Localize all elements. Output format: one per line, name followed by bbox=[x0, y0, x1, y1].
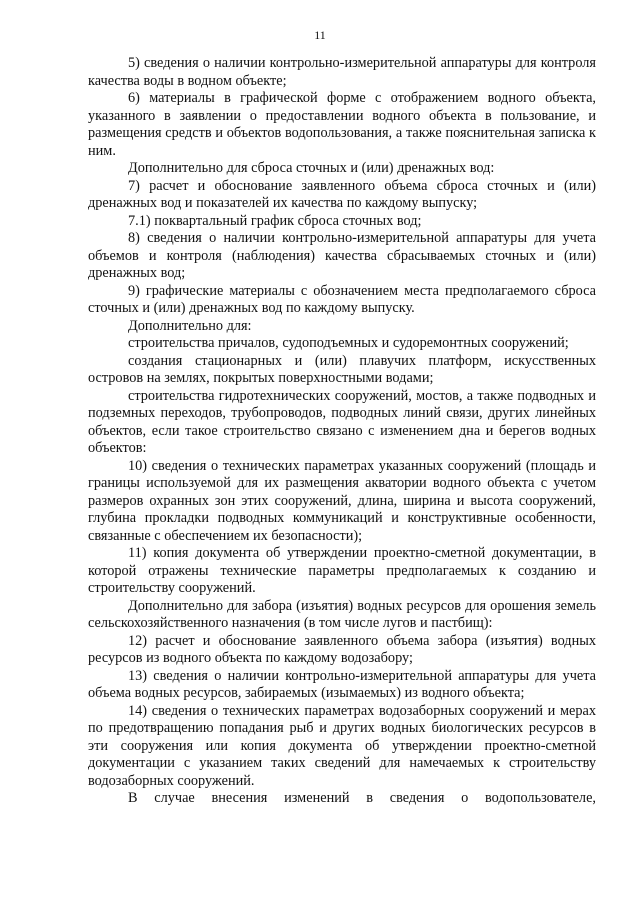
paragraph-item-12: 12) расчет и обоснование заявленного объема забора (изъятия) водных ресурсов из водного объекта по каждому водозабору; bbox=[88, 632, 596, 666]
paragraph-item-10: 10) сведения о технических параметрах указанных сооружений (площадь и границы используемой для их размещения акватории водного объекта с учетом размеров охранных зон этих сооружений, длина, ширина и высота сооружений, глубина прокладки подводных коммуникаций и конструктивные особенности, связанные с обеспечением их безопасности); bbox=[88, 457, 596, 544]
paragraph-hydro-structures: строительства гидротехнических сооружений, мостов, а также подводных и подземных переходов, трубопроводов, подводных линий связи, других линейных объектов, если такое строительство связано с изменением дна и берегов водных объектов: bbox=[88, 387, 596, 456]
paragraph-platforms: создания стационарных и (или) плавучих платформ, искусственных островов на землях, покрытых поверхностными водами; bbox=[88, 352, 596, 386]
paragraph-item-5: 5) сведения о наличии контрольно-измерительной аппаратуры для контроля качества воды в водном объекте; bbox=[88, 55, 596, 89]
paragraph-heading-additional: Дополнительно для: bbox=[128, 317, 252, 334]
paragraph-item-9: 9) графические материалы с обозначением места предполагаемого сброса сточных и (или) дренажных вод по каждому выпуску. bbox=[88, 282, 596, 316]
paragraph-item-8: 8) сведения о наличии контрольно-измерительной аппаратуры для учета объемов и контроля (наблюдения) качества сбрасываемых сточных и (или) дренажных вод; bbox=[88, 230, 596, 281]
paragraph-changes: В случае внесения изменений в сведения о водопользователе, bbox=[128, 790, 596, 806]
paragraph-item-14: 14) сведения о технических параметрах водозаборных сооружений и мерах по предотвращению попадания рыб и других водных биологических ресурсов в эти сооружения или копия документа об утверждении проектно-сметной документации с указанием таких сведений для намечаемых к строительству водозаборных сооружений. bbox=[88, 702, 596, 789]
paragraph-berths: строительства причалов, судоподъемных и судоремонтных сооружений; bbox=[128, 335, 569, 351]
document-body bbox=[88, 55, 596, 808]
paragraph-item-7: 7) расчет и обоснование заявленного объема сброса сточных и (или) дренажных вод и показателей их качества по каждому выпуску; bbox=[88, 177, 596, 211]
paragraph-item-11: 11) копия документа об утверждении проектно-сметной документации, в которой отражены технические параметры предполагаемых к созданию и строительству сооружений. bbox=[88, 545, 596, 596]
paragraph-heading-discharge: Дополнительно для сброса сточных и (или) дренажных вод: bbox=[128, 160, 495, 176]
paragraph-item-7-1: 7.1) поквартальный график сброса сточных вод; bbox=[128, 212, 422, 229]
paragraph-item-13: 13) сведения о наличии контрольно-измерительной аппаратуры для учета объема водных ресурсов, забираемых (изымаемых) из водного объекта; bbox=[88, 667, 596, 701]
paragraph-item-6: 6) материалы в графической форме с отображением водного объекта, указанного в заявлении о предоставлении водного объекта в пользование, и размещения средств и объектов водопользования, а также пояснительная записка к ним. bbox=[88, 90, 596, 159]
paragraph-heading-irrigation: Дополнительно для забора (изъятия) водных ресурсов для орошения земель сельскохозяйственного назначения (в том числе лугов и пастбищ): bbox=[88, 597, 596, 631]
page-number: 11 bbox=[314, 28, 326, 42]
